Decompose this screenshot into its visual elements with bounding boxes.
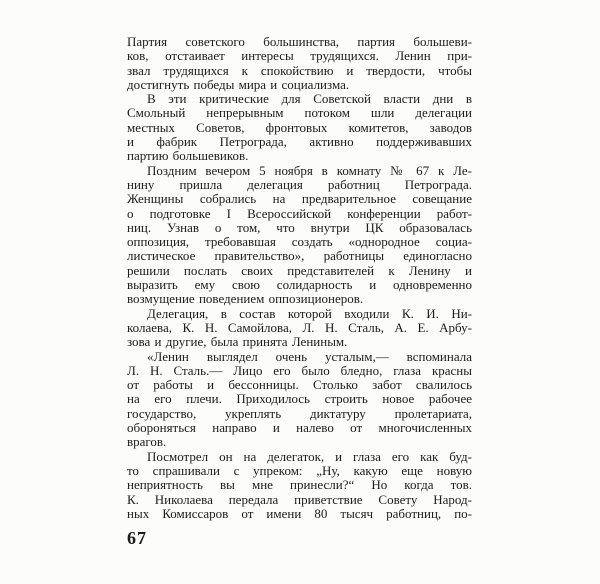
text-line: то спрашивали с упреком: „Ну, какую еще новую [127, 463, 472, 478]
text-line: Женщины собрались на предварительное совещание [127, 192, 472, 207]
text-line: «Ленин выглядел очень усталым,— вспоминала [147, 349, 472, 364]
text-line: Поздним вечером 5 ноября в комнату № 67 к Ле- [147, 163, 472, 178]
text-line: листическое правительство», работницы единогласно [127, 249, 472, 264]
text-line: В эти критические для Советской власти дни в [147, 92, 472, 107]
paragraph [127, 307, 472, 350]
text-line: ных Комиссаров от имени 80 тысяч работниц, по- [127, 506, 472, 521]
paragraph [127, 35, 472, 92]
text-line: Посмотрел он на делегаток, и глаза его как буд- [147, 449, 472, 464]
text-line: нину пришла делегация работниц Петрограда. [127, 177, 472, 192]
text-line: решили послать своих представителей к Ленину и [127, 263, 472, 278]
text-line: на его плечи. Приходилось строить новое рабочее [127, 392, 472, 407]
text-line: выразить ему свою солидарность и одновременно [127, 278, 472, 293]
text-line: звал трудящихся к спокойствию и твердости, чтобы [127, 63, 472, 78]
paragraph [127, 92, 472, 163]
text-line: партию большевиков. [127, 149, 249, 164]
text-line: достигнуть победы мира и социализма. [127, 77, 350, 92]
text-line: возмущение поведением оппозиционеров. [127, 292, 364, 307]
text-line: К. Николаева передала приветствие Совету Народ- [127, 492, 472, 507]
text-line: Партия советского большинства, партия большеви- [127, 35, 472, 49]
text-line: от работы и бессонницы. Столько забот свалилось [127, 378, 472, 393]
text-line: государство, укреплять диктатуру пролетариата, [127, 406, 472, 421]
text-line: местных Советов, фронтовых комитетов, заводов [127, 120, 472, 135]
text-line: ков, отстаивает интересы трудящихся. Ленин при- [127, 49, 472, 64]
text-line: врагов. [127, 435, 167, 450]
text-line: неприятность вы мне принесли?“ Но когда тов. [127, 478, 472, 493]
paragraph [127, 164, 472, 307]
text-line: о подготовке I Всероссийской конференции работ- [127, 206, 472, 221]
text-line: Л. Н. Сталь.— Лицо его было бледно, глаза красны [127, 363, 472, 378]
text-block [127, 35, 472, 521]
page-number: 67 [127, 528, 147, 548]
paragraph [127, 350, 472, 450]
text-line: обороняться направо и налево от многочисленных [127, 421, 472, 436]
text-line: колаева, К. Н. Самойлова, Л. Н. Сталь, А. Е. Арбу- [127, 320, 472, 335]
paragraph [127, 450, 472, 521]
text-line: Делегация, в состав которой входили К. И. Ни- [147, 306, 472, 321]
text-line: ниц. Узнав о том, что внутри ЦК образовалась [127, 220, 472, 235]
text-line: зова и другие, была принята Лениным. [127, 335, 348, 350]
text-line: и фабрик Петрограда, активно поддерживавших [127, 135, 472, 150]
text-line: Смольный непрерывным потоком шли делегации [127, 106, 472, 121]
text-line: оппозиция, требовавшая создать «однородное социа- [127, 235, 472, 250]
